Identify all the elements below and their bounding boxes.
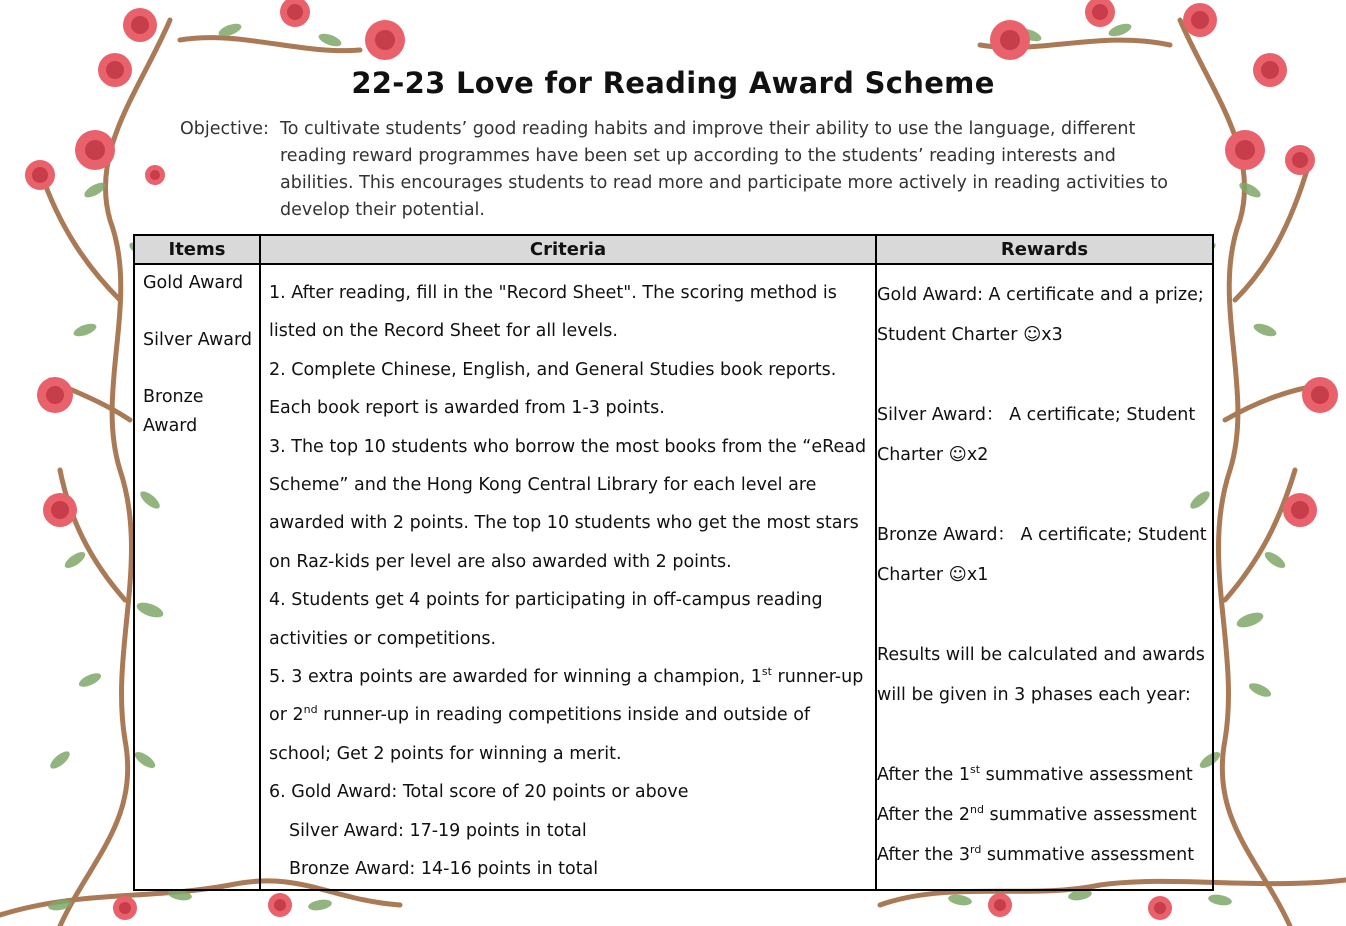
top-branch — [180, 38, 360, 51]
criterion-2: 2. Complete Chinese, English, and General Studies book reports. Each book report is awarded from 1-3 points. — [269, 359, 837, 419]
rose — [43, 493, 77, 527]
right-branch — [1235, 160, 1310, 300]
rose — [988, 893, 1012, 917]
item-silver: Silver Award — [143, 330, 253, 350]
leaf — [307, 898, 332, 912]
leaf — [1235, 610, 1265, 631]
criterion-6-bronze: Bronze Award: 14-16 points in total — [289, 859, 599, 880]
items-cell — [134, 264, 260, 890]
leaf — [217, 21, 243, 39]
rose — [37, 377, 73, 413]
rose — [113, 896, 137, 920]
phase-item: After the 3rd summative assessment — [877, 843, 1195, 865]
rose — [1225, 130, 1265, 170]
criterion-5: 5. 3 extra points are awarded for winning a champion, 1st runner-up or 2nd runner-up in reading competitions inside and outside of school; Get 2 points for winning a merit. — [269, 665, 864, 764]
rose — [1085, 0, 1115, 27]
rose — [365, 20, 405, 60]
phase-item: After the 1st summative assessment — [877, 763, 1193, 785]
leaf — [947, 893, 972, 907]
leaf — [1237, 180, 1263, 201]
objective — [180, 116, 1180, 224]
left-branch — [40, 170, 120, 300]
rose — [1302, 377, 1338, 413]
leaf — [47, 898, 72, 912]
rose — [145, 165, 165, 185]
leaf — [1207, 893, 1232, 907]
right-branch — [1225, 385, 1320, 420]
leaf — [1262, 549, 1287, 571]
criterion-6-silver: Silver Award: 17-19 points in total — [289, 820, 587, 841]
left-branch — [50, 380, 130, 420]
phase-item: After the 2nd summative assessment — [877, 803, 1197, 825]
rose — [990, 20, 1030, 60]
rose — [1148, 896, 1172, 920]
reward-silver: Silver Award： A certificate; Student Charter ☺x2 — [877, 405, 1196, 465]
leaf — [62, 549, 87, 571]
rose — [75, 130, 115, 170]
criterion-3: 3. The top 10 students who borrow the most books from the “eRead Scheme” and the Hong Kong Central Library for each level are awarded with 2 points. The top 10 students who get the most stars on Raz-kids per level are also awarded with 2 points. — [269, 436, 867, 572]
reward-results-note: Results will be calculated and awards will be given in 3 phases each year: — [877, 645, 1205, 705]
leaf — [72, 321, 98, 339]
criterion-1: 1. After reading, fill in the "Record Sheet". The scoring method is listed on the Record Sheet for all levels. — [269, 283, 837, 342]
rose — [1285, 145, 1315, 175]
objective-text: To cultivate students’ good reading habits and improve their ability to use the language, different reading reward programmes have been set up according to the students’ reading interests and abilities. This encourages students to read more and participate more actively in reading activities to develop their potential. — [280, 119, 1168, 220]
leaf — [1252, 321, 1278, 339]
table-row — [134, 264, 1213, 890]
rose — [123, 8, 157, 42]
reward-bronze: Bronze Award： A certificate; Student Charter ☺x1 — [877, 525, 1207, 585]
leaf — [1107, 21, 1133, 39]
left-branch — [60, 470, 125, 600]
right-branch — [1225, 470, 1295, 600]
page-title: 22-23 Love for Reading Award Scheme — [351, 66, 995, 100]
leaf — [1247, 680, 1273, 699]
leaf — [82, 180, 108, 201]
rewards-cell — [876, 264, 1213, 890]
phase-list — [877, 755, 1210, 875]
leaf — [48, 748, 73, 771]
rose — [25, 160, 55, 190]
top-branch — [980, 40, 1170, 47]
objective-label: Objective: — [180, 119, 269, 139]
leaf — [77, 670, 103, 689]
rose — [1283, 493, 1317, 527]
leaf — [1017, 26, 1043, 44]
rose — [268, 893, 292, 917]
header-rewards: Rewards — [876, 235, 1213, 264]
item-bronze: Bronze Award — [143, 387, 204, 436]
header-items: Items — [134, 235, 260, 264]
criteria-cell — [260, 264, 876, 890]
rose — [1183, 3, 1217, 37]
reward-gold: Gold Award: A certificate and a prize; Student Charter ☺x3 — [877, 285, 1204, 345]
criterion-6: 6. Gold Award: Total score of 20 points or above — [269, 782, 689, 803]
criterion-4: 4. Students get 4 points for participating in off-campus reading activities or competitions. — [269, 590, 823, 649]
header-criteria: Criteria — [260, 235, 876, 264]
leaf — [317, 31, 343, 49]
award-table — [133, 234, 1214, 891]
rose — [280, 0, 310, 27]
table-header-row — [134, 235, 1213, 264]
item-gold: Gold Award — [143, 273, 244, 293]
